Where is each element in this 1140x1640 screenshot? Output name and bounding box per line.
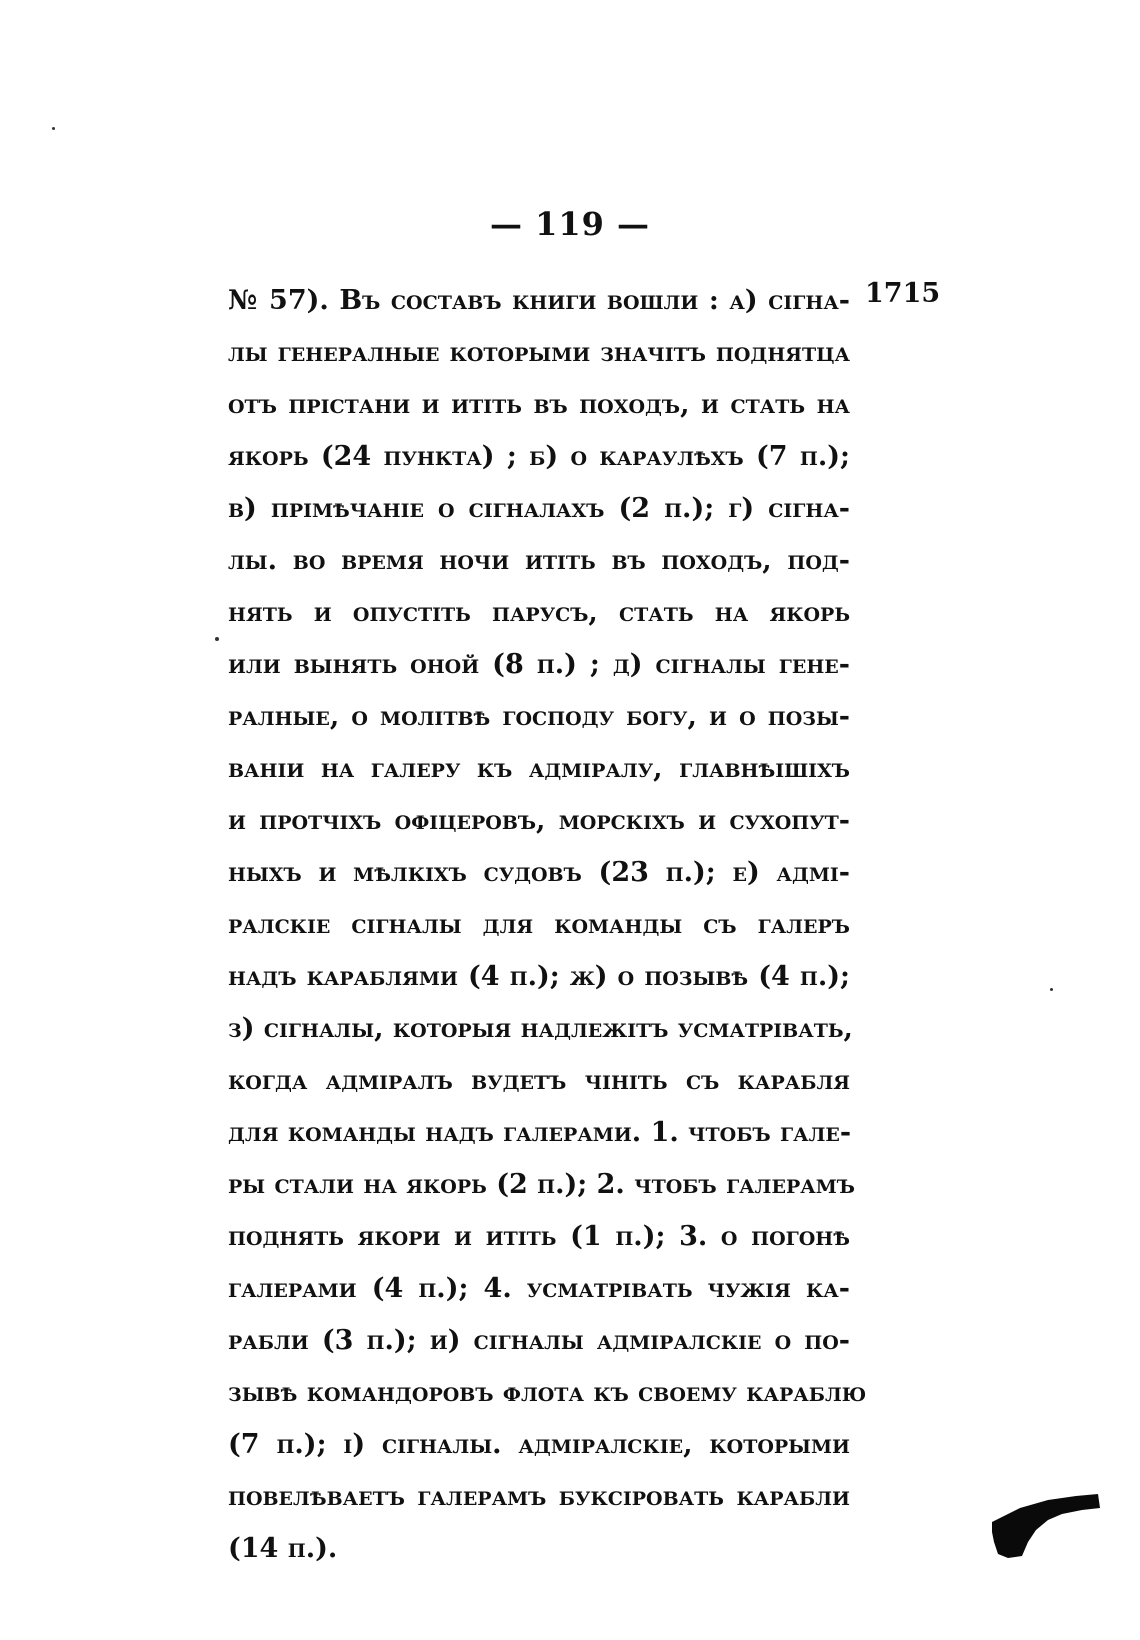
text-line: ралскiе сiгналы для команды съ галеръ [228,909,850,940]
margin-year-note: 1715 [865,278,941,309]
text-line: (14 п.). [228,1533,338,1564]
ink-smudge [990,1490,1102,1560]
text-line: в) прiмѣчанiе о сiгналахъ (2 п.); г) сiгна- [228,493,850,524]
text-line: зывѣ командоровъ флота къ своему караблю [228,1377,867,1408]
text-line: или вынять оной (8 п.) ; д) сiгналы гене- [228,649,850,680]
body-text [228,275,867,1575]
text-line: (7 п.); i) сiгналы. адмiралскiе, которыми [228,1429,850,1460]
text-line: лы генералные которыми значiтъ поднятца [228,337,850,368]
text-line: когда адмiралъ вудетъ чiнiть съ карабля [228,1065,850,1096]
text-line: рабли (3 п.); и) сiгналы адмiралскiе о по- [228,1325,850,1356]
scan-speck [52,127,55,130]
text-line: поднять якори и итiть (1 п.); 3. о погонѣ [228,1221,850,1252]
text-line: нять и опустiть парусъ, стать на якорь [228,597,850,628]
text-line: якорь (24 пункта) ; б) о караулѣхъ (7 п.); [228,441,850,472]
text-line: ныхъ и мѣлкiхъ судовъ (23 п.); е) адмi- [228,857,850,888]
scan-speck [1050,988,1053,991]
text-line: галерами (4 п.); 4. усматрiвать чужiя ка- [228,1273,850,1304]
text-line: № 57). Въ составъ книги вошли : а) сiгна- [228,285,850,316]
text-line: ванiи на галеру къ адмiралу, главнѣiшiхъ [228,753,850,784]
text-line: ралные, о молiтвѣ господу богу, и о позы- [228,701,850,732]
text-line: отъ прiстани и итiть въ походъ, и стать на [228,389,850,420]
text-line: повелѣваетъ галерамъ буксiровать карабли [228,1481,850,1512]
scan-speck [215,637,219,641]
text-line: ры стали на якорь (2 п.); 2. чтобъ галерамъ [228,1169,855,1200]
text-line: лы. во время ночи итiть въ походъ, под- [228,545,850,576]
text-line: з) сiгналы, которыя надлежiтъ усматрiвать, [228,1013,853,1044]
text-line: надъ караблями (4 п.); ж) о позывѣ (4 п.); [228,961,850,992]
text-line: и протчiхъ офiцеровъ, морскiхъ и сухопут- [228,805,850,836]
page-number: — 119 — [489,205,651,243]
text-line: для команды надъ галерами. 1. чтобъ гале- [228,1117,852,1148]
